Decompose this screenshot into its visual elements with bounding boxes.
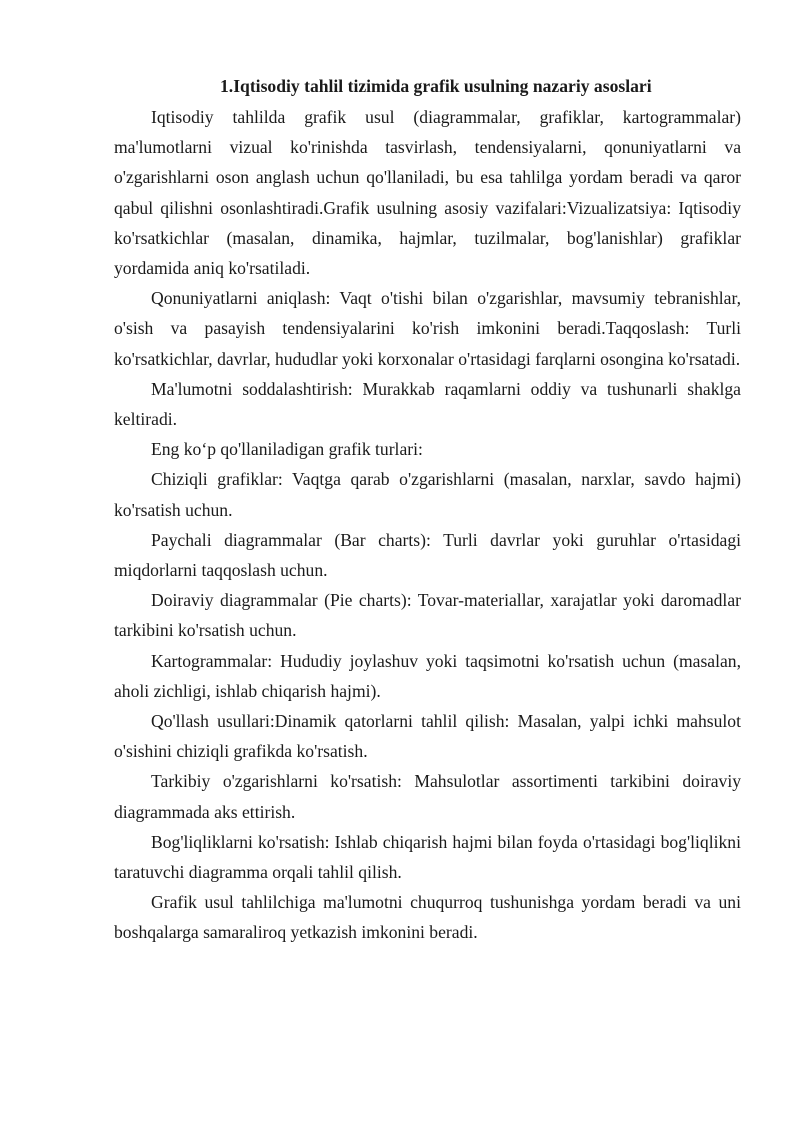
paragraph-structural-changes: Tarkibiy o'zgarishlarni ko'rsatish: Mahsulotlar assortimenti tarkibini doiraviy diagrammada aks ettirish. <box>114 771 741 822</box>
paragraph-dependencies: Bog'liqliklarni ko'rsatish: Ishlab chiqarish hajmi bilan foyda o'rtasidagi bog'liqlikni taratuvchi diagramma orqali tahlil qilish. <box>114 831 741 883</box>
paragraph-chart-types-heading: Eng koʻp qo'llaniladigan grafik turlari: <box>151 439 423 460</box>
paragraph-pie-charts: Doiraviy diagrammalar (Pie charts): Tovar-materiallar, xarajatlar yoki daromadlar tarkibini ko'rsatish uchun. <box>114 590 741 641</box>
paragraph-patterns: Qonuniyatlarni aniqlash: Vaqt o'tishi bilan o'zgarishlar, mavsumiy tebranishlar, o'sish va pasayish tendensiyalarini ko'rish imkonini beradi.Taqqoslash: Turli ko'rsatkichlar, davrlar, hududlar yoki korxonalar o'rtasidagi farqlarni osongina ko'rsatadi. <box>114 288 741 369</box>
paragraph-simplification: Ma'lumotni soddalashtirish: Murakkab raqamlarni oddiy va tushunarli shaklga keltiradi. <box>114 378 741 430</box>
paragraph-bar-charts: Paychali diagrammalar (Bar charts): Turli davrlar yoki guruhlar o'rtasidagi miqdorlarni taqqoslash uchun. <box>114 529 741 581</box>
paragraph-cartograms: Kartogrammalar: Hududiy joylashuv yoki taqsimotni ko'rsatish uchun (masalan, aholi zichligi, ishlab chiqarish hajmi). <box>114 650 741 701</box>
paragraph-line-charts: Chiziqli grafiklar: Vaqtga qarab o'zgarishlarni (masalan, narxlar, savdo hajmi) ko'rsatish uchun. <box>114 469 741 520</box>
document-body <box>114 74 741 948</box>
paragraph-conclusion: Grafik usul tahlilchiga ma'lumotni chuqurroq tushunishga yordam beradi va uni boshqalarga samaraliroq yetkazish imkonini beradi. <box>114 892 741 943</box>
paragraph-usage-methods: Qo'llash usullari:Dinamik qatorlarni tahlil qilish: Masalan, yalpi ichki mahsulot o'sishini chiziqli grafikda ko'rsatish. <box>114 711 741 762</box>
section-title: 1.Iqtisodiy tahlil tizimida grafik usulning nazariy asoslari <box>220 76 652 96</box>
paragraph-intro: Iqtisodiy tahlilda grafik usul (diagrammalar, grafiklar, kartogrammalar) ma'lumotlarni vizual ko'rinishda tasvirlash, tendensiyalarni, qonuniyatlarni va o'zgarishlarni oson anglash uchun qo'llaniladi, bu esa tahlilga yordam beradi va qaror qabul qilishni osonlashtiradi.Grafik usulning asosiy vazifalari:Vizualizatsiya: Iqtisodiy ko'rsatkichlar (masalan, dinamika, hajmlar, tuzilmalar, bog'lanishlar) grafiklar yordamida aniq ko'rsatiladi. <box>114 107 741 279</box>
